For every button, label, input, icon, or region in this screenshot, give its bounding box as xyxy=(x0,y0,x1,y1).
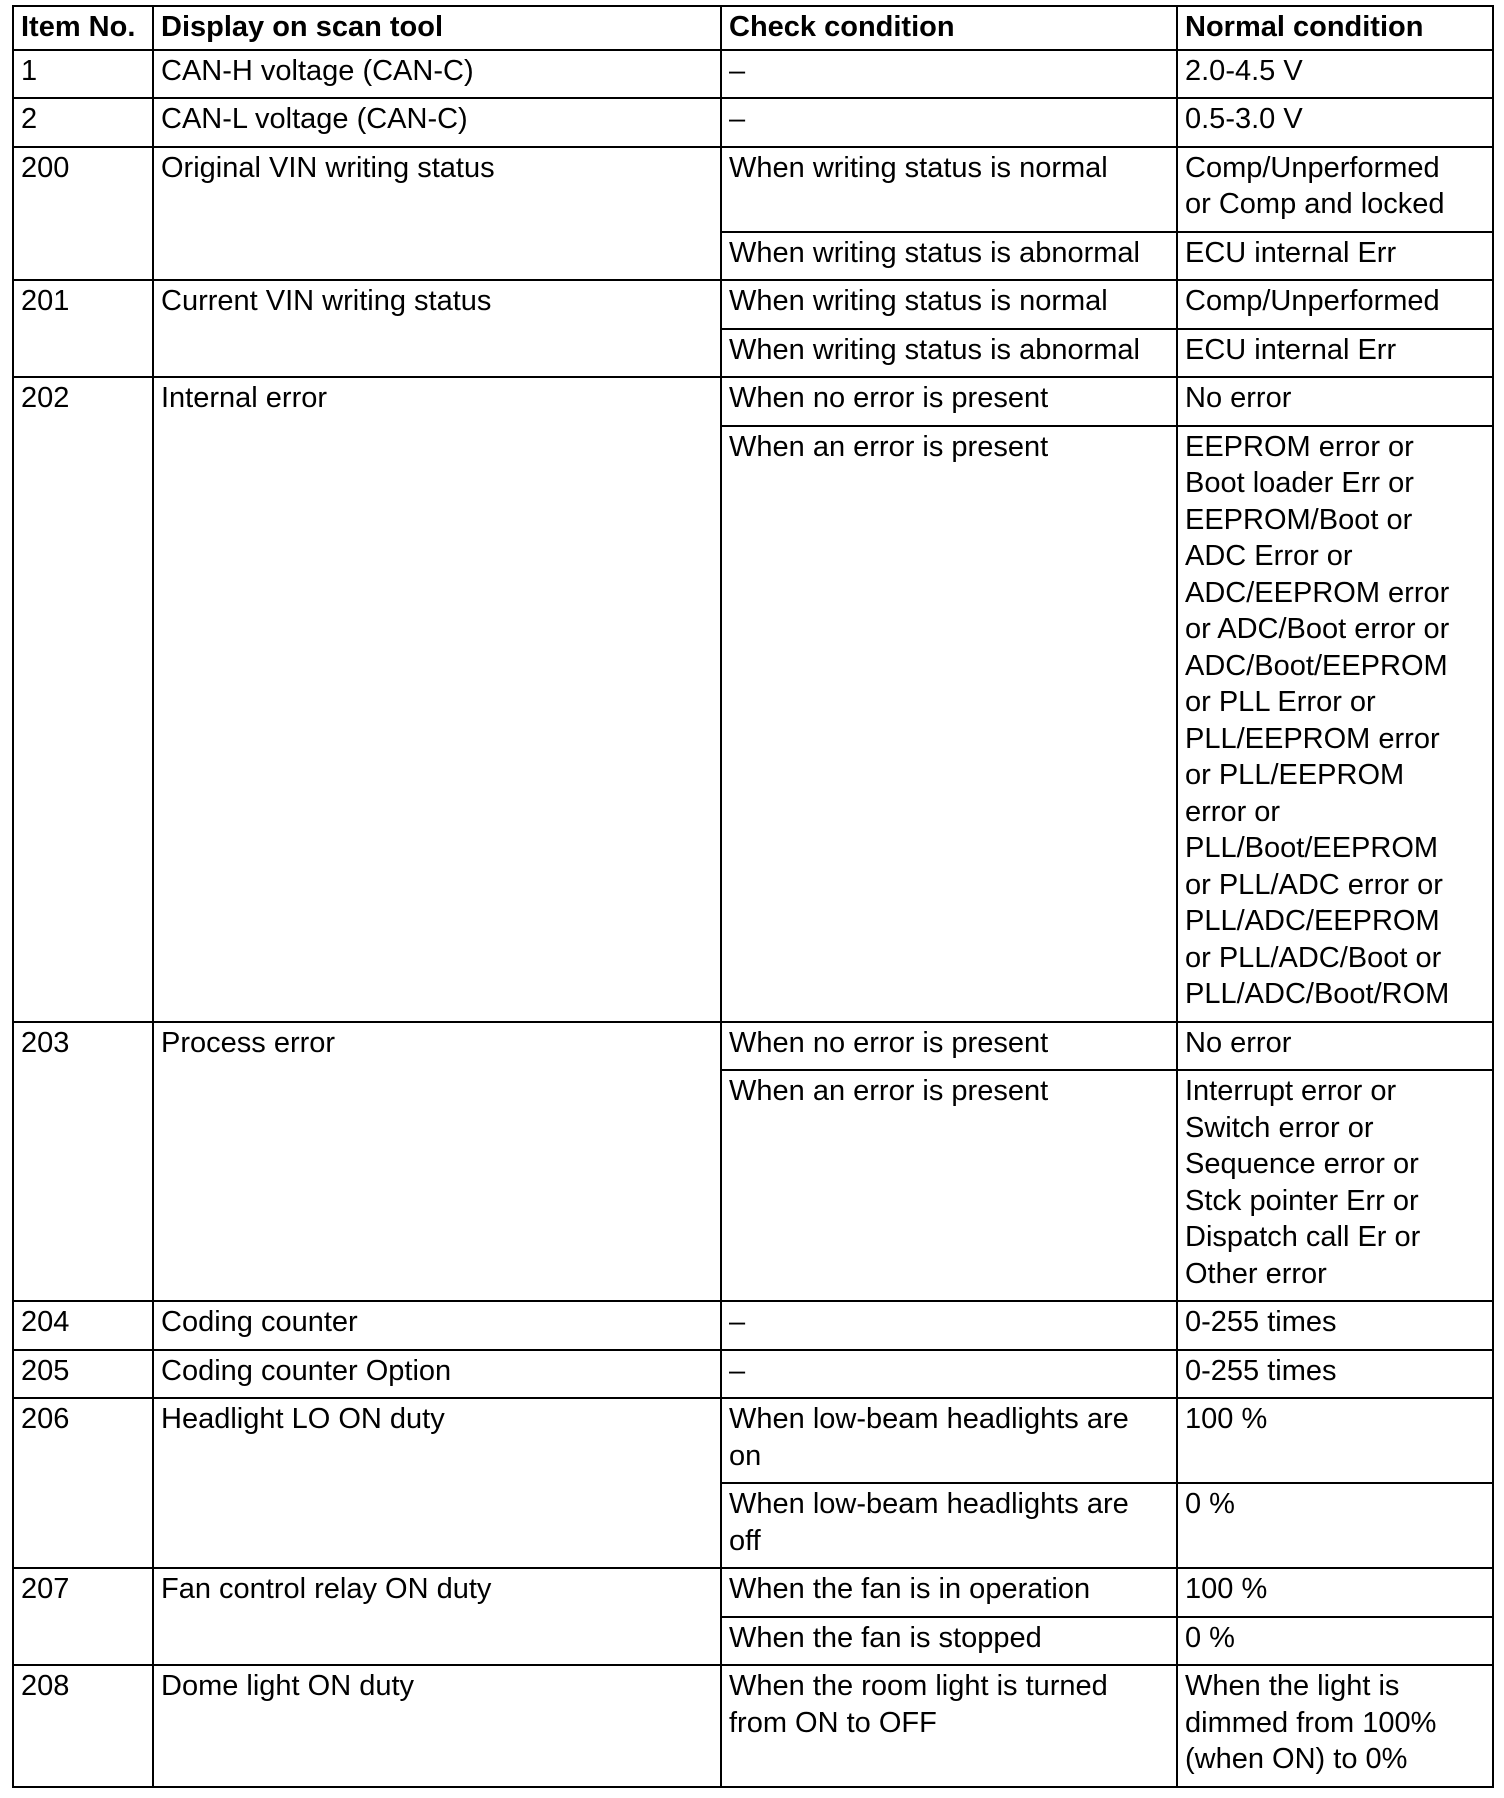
item-number-cell xyxy=(13,1022,153,1302)
item-number: 204 xyxy=(21,1306,70,1338)
check-condition: When writing status is abnormal xyxy=(729,236,1140,269)
item-number: 205 xyxy=(21,1354,70,1387)
item-number: 2 xyxy=(21,103,38,135)
display-name: Current VIN writing status xyxy=(161,285,492,317)
normal-condition: No error xyxy=(1185,1026,1292,1059)
normal-condition: 0 % xyxy=(1185,1621,1235,1654)
table-row xyxy=(13,1350,1493,1399)
check-condition-cell xyxy=(721,1483,1177,1568)
normal-condition-cell xyxy=(1177,50,1493,99)
header-check-condition: Check condition xyxy=(721,6,1177,50)
normal-condition: 2.0-4.5 V xyxy=(1185,54,1303,87)
normal-condition: When the light is dimmed from 100% (when ON) to 0% xyxy=(1185,1670,1437,1775)
item-number: 200 xyxy=(21,151,70,184)
check-condition: – xyxy=(729,54,746,87)
display-name: Coding counter xyxy=(161,1306,358,1338)
normal-condition-cell xyxy=(1177,1070,1493,1301)
normal-condition-cell xyxy=(1177,280,1493,329)
normal-condition-cell xyxy=(1177,426,1493,1022)
normal-condition-cell xyxy=(1177,232,1493,281)
check-condition: When low-beam headlights are off xyxy=(729,1488,1129,1557)
display-cell xyxy=(153,147,721,281)
item-number: 201 xyxy=(21,285,70,317)
normal-condition: Comp/Unperformed xyxy=(1185,285,1440,317)
display-cell xyxy=(153,1568,721,1665)
table-body xyxy=(13,50,1493,1787)
check-condition: – xyxy=(729,103,746,135)
table-row xyxy=(13,280,1493,329)
check-condition: When no error is present xyxy=(729,382,1049,414)
normal-condition-cell xyxy=(1177,1350,1493,1399)
check-condition: When the room light is turned from ON to OFF xyxy=(729,1670,1108,1739)
display-name: Headlight LO ON duty xyxy=(161,1403,445,1435)
table-row xyxy=(13,98,1493,147)
check-condition-cell xyxy=(721,1568,1177,1617)
display-name: CAN-L voltage (CAN-C) xyxy=(161,103,468,135)
check-condition-cell xyxy=(721,329,1177,378)
check-condition: When low-beam headlights are on xyxy=(729,1403,1129,1472)
display-cell xyxy=(153,1022,721,1302)
check-condition: When writing status is abnormal xyxy=(729,333,1140,366)
item-number-cell xyxy=(13,1665,153,1787)
check-condition-cell xyxy=(721,1617,1177,1666)
item-number-cell xyxy=(13,377,153,1022)
item-number: 206 xyxy=(21,1403,70,1435)
check-condition-cell xyxy=(721,1665,1177,1787)
display-cell xyxy=(153,1665,721,1787)
normal-condition: 100 % xyxy=(1185,1573,1268,1605)
normal-condition: EEPROM error or Boot loader Err or EEPROM/Boot or ADC Error or ADC/EEPROM error or ADC/Boot error or ADC/Boot/EEPROM or PLL Error or PLL/EEPROM error or PLL/EEPROM error or PLL/Boot/EEPROM or PLL/ADC error or PLL/ADC/EEPROM or PLL/ADC/Boot or PLL/ADC/Boot/ROM xyxy=(1185,430,1450,1010)
item-number-cell xyxy=(13,1568,153,1665)
check-condition: When the fan is stopped xyxy=(729,1621,1042,1654)
item-number: 203 xyxy=(21,1026,70,1059)
table-row xyxy=(13,1301,1493,1350)
normal-condition: ECU internal Err xyxy=(1185,236,1397,269)
display-cell xyxy=(153,1398,721,1568)
normal-condition-cell xyxy=(1177,1483,1493,1568)
check-condition: – xyxy=(729,1354,746,1387)
normal-condition: 100 % xyxy=(1185,1403,1268,1435)
table-row xyxy=(13,377,1493,426)
item-number-cell xyxy=(13,280,153,377)
item-number: 202 xyxy=(21,382,70,414)
display-cell xyxy=(153,1301,721,1350)
check-condition-cell xyxy=(721,426,1177,1022)
check-condition-cell xyxy=(721,1398,1177,1483)
header-normal-condition: Normal condition xyxy=(1177,6,1493,50)
display-cell xyxy=(153,280,721,377)
item-number-cell xyxy=(13,98,153,147)
normal-condition: 0-255 times xyxy=(1185,1354,1337,1387)
display-name: Fan control relay ON duty xyxy=(161,1573,492,1605)
check-condition: When an error is present xyxy=(729,430,1049,463)
display-name: Process error xyxy=(161,1026,336,1059)
normal-condition: 0.5-3.0 V xyxy=(1185,103,1303,135)
display-cell xyxy=(153,50,721,99)
table-row xyxy=(13,1665,1493,1787)
normal-condition-cell xyxy=(1177,147,1493,232)
display-name: Original VIN writing status xyxy=(161,151,495,184)
normal-condition-cell xyxy=(1177,377,1493,426)
item-number: 1 xyxy=(21,54,38,87)
item-number-cell xyxy=(13,147,153,281)
normal-condition-cell xyxy=(1177,1665,1493,1787)
normal-condition-cell xyxy=(1177,329,1493,378)
check-condition: When an error is present xyxy=(729,1075,1049,1107)
normal-condition: ECU internal Err xyxy=(1185,333,1397,366)
check-condition-cell xyxy=(721,50,1177,99)
display-name: Internal error xyxy=(161,382,328,414)
header-item-no: Item No. xyxy=(13,6,153,50)
item-number: 208 xyxy=(21,1670,70,1702)
normal-condition: Interrupt error or Switch error or Sequence error or Stck pointer Err or Dispatch call Er or Other error xyxy=(1185,1075,1421,1290)
table-header xyxy=(13,6,1493,50)
header-display-on-scan-tool: Display on scan tool xyxy=(153,6,721,50)
normal-condition-cell xyxy=(1177,1568,1493,1617)
check-condition: – xyxy=(729,1306,746,1338)
table-row xyxy=(13,1568,1493,1617)
normal-condition: 0-255 times xyxy=(1185,1306,1337,1338)
check-condition: When writing status is normal xyxy=(729,285,1108,317)
normal-condition: 0 % xyxy=(1185,1488,1235,1520)
display-cell xyxy=(153,1350,721,1399)
table-row xyxy=(13,1022,1493,1071)
normal-condition-cell xyxy=(1177,1617,1493,1666)
normal-condition-cell xyxy=(1177,1301,1493,1350)
check-condition: When no error is present xyxy=(729,1026,1049,1059)
check-condition-cell xyxy=(721,232,1177,281)
normal-condition-cell xyxy=(1177,98,1493,147)
check-condition-cell xyxy=(721,1350,1177,1399)
item-number: 207 xyxy=(21,1573,70,1605)
display-name: Coding counter Option xyxy=(161,1354,452,1387)
normal-condition: Comp/Unperformed or Comp and locked xyxy=(1185,151,1445,220)
check-condition-cell xyxy=(721,1022,1177,1071)
data-list-table xyxy=(12,5,1494,1788)
display-cell xyxy=(153,98,721,147)
check-condition-cell xyxy=(721,98,1177,147)
normal-condition-cell xyxy=(1177,1398,1493,1483)
check-condition-cell xyxy=(721,147,1177,232)
header-row xyxy=(13,6,1493,50)
display-cell xyxy=(153,377,721,1022)
check-condition: When writing status is normal xyxy=(729,151,1108,184)
check-condition-cell xyxy=(721,377,1177,426)
item-number-cell xyxy=(13,1350,153,1399)
table-row xyxy=(13,147,1493,232)
item-number-cell xyxy=(13,50,153,99)
normal-condition-cell xyxy=(1177,1022,1493,1071)
check-condition-cell xyxy=(721,1301,1177,1350)
normal-condition: No error xyxy=(1185,382,1292,414)
table-row xyxy=(13,1398,1493,1483)
check-condition: When the fan is in operation xyxy=(729,1573,1091,1605)
item-number-cell xyxy=(13,1301,153,1350)
check-condition-cell xyxy=(721,280,1177,329)
check-condition-cell xyxy=(721,1070,1177,1301)
table-row xyxy=(13,50,1493,99)
item-number-cell xyxy=(13,1398,153,1568)
display-name: Dome light ON duty xyxy=(161,1670,415,1702)
display-name: CAN-H voltage (CAN-C) xyxy=(161,54,474,87)
